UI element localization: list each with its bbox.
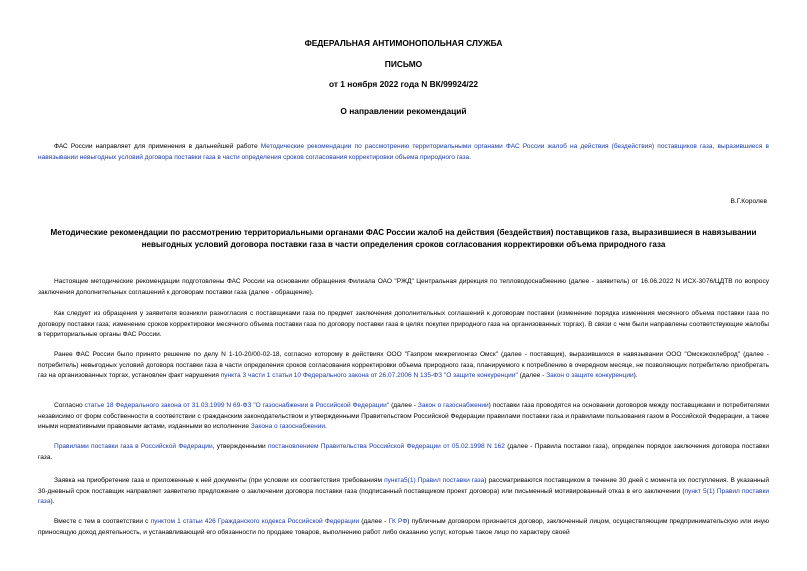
- paragraph-7: [38, 517, 769, 538]
- paragraph-4: [38, 401, 769, 433]
- rules-point-5-1-link[interactable]: пункта5(1) Правил поставки газа: [384, 477, 485, 484]
- recommendations-title: Методические рекомендации по рассмотрению территориальными органами ФАС России жалоб на действия (бездействия) поставщиков газа, выразившиеся в навязывании невыгодных условий договора поставки газа в части определения сроков согласования корректировки объема природного газа: [50, 228, 757, 249]
- paragraph-3: [38, 350, 769, 382]
- p3-text-2: (далее -: [517, 372, 547, 380]
- document-subject: О направлении рекомендаций: [340, 106, 467, 116]
- p4-text-2: (далее -: [389, 402, 418, 409]
- document-date-number: от 1 ноября 2022 года N ВК/99924/22: [328, 79, 479, 89]
- intro-text-1: ФАС России направляет для применения в дальнейшей работе: [54, 143, 261, 150]
- rules-point-5-1-link-2[interactable]: пункт 5(1) Правил поставки газа: [38, 487, 769, 506]
- gas-supply-rules-link[interactable]: Правилами поставки газа в Российской Федерации: [54, 443, 213, 450]
- paragraph-1: Настоящие методические рекомендации подготовлены ФАС России на основании обращения Филиала ОАО "РЖД" Центральная дирекция по тепловодоснабжению (далее - заявитель) от 16.06.2022 N ИСХ-3076/ЦДТВ по вопросу заключения дополнительных соглашений к договорам поставки газа (далее - обращение).: [38, 278, 769, 296]
- p6-text-1: Заявка на приобретение газа и приложенные к ней документы (при условии их соответствия требованиям: [54, 477, 385, 484]
- civil-code-link[interactable]: ГК РФ: [388, 518, 408, 525]
- agency-title: ФЕДЕРАЛЬНАЯ АНТИМОНОПОЛЬНАЯ СЛУЖБА: [304, 38, 503, 48]
- p5-text-1: , утвержденными: [212, 443, 268, 450]
- recommendations-link[interactable]: Методические рекомендации по рассмотрению территориальными органами ФАС России жалоб на действия (бездействия) поставщиков газа, выразившиеся в навязывании невыгодных условий договора поставки газа в части определения сроков согласования корректировки объема природного газа: [38, 143, 769, 161]
- p7-text-2: (далее -: [359, 518, 389, 525]
- gas-supply-law-article-link[interactable]: статье 18 Федерального закона от 31.03.1999 N 69-ФЗ "О газоснабжении в Российской Федерации": [84, 402, 390, 409]
- p6-text-3: ).: [50, 498, 55, 506]
- p4-text-1: Согласно: [54, 402, 85, 409]
- gas-supply-law-link[interactable]: Закон о газоснабжении: [417, 402, 489, 409]
- p6-text-2: ) рассматриваются поставщиком в течение 30 дней с момента их поступления. В указанный 30-дневный срок поставщик направляет заявителю предложение о заключении договора поставки газа (подписанный поставщиком проект договора) или письменный мотивированный отказ в его заключении (: [38, 477, 769, 495]
- document-type: ПИСЬМО: [384, 59, 423, 69]
- paragraph-5: [38, 442, 769, 463]
- p7-text-3: ) публичным договором признается договор, заключенный лицом, осуществляющим предпринимательскую или иную приносящую доход деятельность, и устанавливающий его обязанности по продаже товаров, выполнению работ либо оказанию услуг, которые такое лицо по характеру своей: [38, 518, 769, 536]
- p7-text-1: Вместе с тем в соответствии с: [54, 518, 151, 525]
- intro-paragraph: [38, 142, 769, 163]
- civil-code-article-link[interactable]: пунктом 1 статьи 426 Гражданского кодекса Российской Федерации: [150, 518, 360, 525]
- competition-law-link[interactable]: Закон о защите конкуренции: [546, 372, 634, 380]
- p5-text-2: (далее - Правила поставки газа), определен порядок заключения договора поставки газа.: [38, 443, 769, 461]
- signature: В.Г.Королев: [730, 198, 767, 205]
- government-decree-link[interactable]: постановлением Правительства Российской Федерации от 05.02.1998 N 162: [267, 443, 505, 450]
- p4-text-3: ) поставки газа проводятся на основании договоров между поставщиками и потребителями независимо от форм собственности в соответствии с гражданским законодательством и утвержденными Правительством Российской Федерации правилами поставки газа и правилами пользования газом в Российской Федерации, а также иными нормативными правовыми актами, изданными во исполнение: [38, 402, 769, 431]
- p3-text-3: ).: [633, 372, 638, 380]
- p4-text-4: .: [325, 423, 327, 431]
- p3-text-1: Ранее ФАС России было принято решение по делу N 1-10-20/00-02-18, согласно которому в действиях ООО "Газпром межрегионгаз Омск" (далее - поставщик), выразившихся в навязывании ООО "Омскэкохлеброд" (далее - потребитель) невыгодных условий договора поставки газа в части определения сроков согласования корректировки объема природного газа, планируемого к потреблению в очередном месяце, не позволяющих потребителю приобретать газ на организованных торгах, установлен факт нарушения: [38, 351, 769, 380]
- intro-text-2: .: [469, 153, 472, 161]
- paragraph-6: [38, 476, 769, 508]
- paragraph-2: Как следует из обращения у заявителя возникли разногласия с поставщиками газа по предмет заключения дополнительных соглашений к договорам поставки (изменение порядка изменения месячного объема поставки газа по договору поставки газа; изменение сроков корректировки месячного объема поставки газа по договору поставки газа в целях покупки природного газа на организованных торгах). В связи с чем были направлены соответствующие жалобы в территориальные органы ФАС России.: [38, 310, 769, 339]
- competition-law-article-link[interactable]: пункта 3 части 1 статьи 10 Федерального закона от 26.07.2006 N 135-ФЗ "О защите конкуренции": [220, 372, 518, 380]
- gas-supply-law-link-2[interactable]: Закона о газоснабжении: [250, 423, 326, 431]
